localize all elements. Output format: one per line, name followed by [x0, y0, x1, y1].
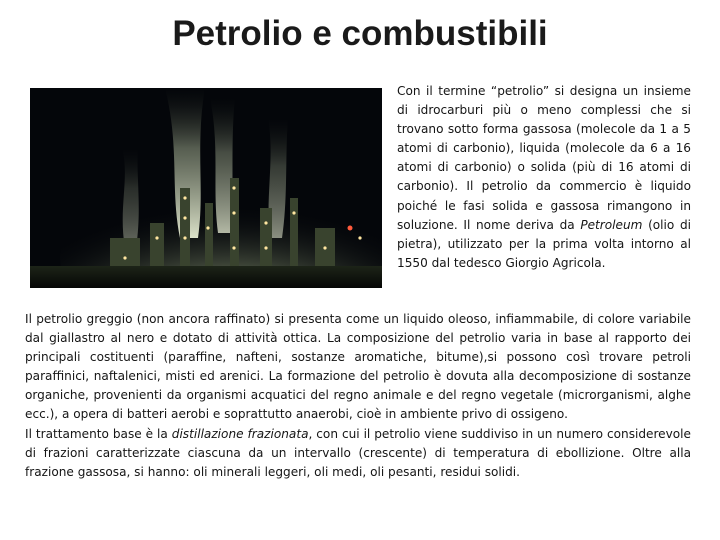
- intro-italic-term: Petroleum: [580, 217, 643, 232]
- refinery-photo: [30, 88, 382, 288]
- intro-text-1: Con il termine “petrolio” si designa un insieme di idrocarburi più o meno complessi che si trovano sotto forma gassosa (molecole da 1 a 5 atomi di carbonio), liquida (molecole da 6 a 16 atomi di carbonio) o solida (più di 16 atomi di carbonio). Il petrolio da commercio è liquido poiché le fasi solida e gassosa rimangono in soluzione. Il nome deriva da: [397, 84, 691, 232]
- refinery-night-icon: [30, 88, 382, 288]
- body-p2-italic-term: distillazione frazionata: [171, 426, 309, 441]
- intro-text-2: (olio di pietra), utilizzato per la prima volta intorno al 1550 dal tedesco Giorgio Agricola.: [397, 217, 691, 270]
- body-p2-text-1: Il trattamento base è la: [25, 426, 172, 441]
- intro-paragraph: [397, 82, 691, 273]
- body-paragraph-1: Il petrolio greggio (non ancora raffinato) si presenta come un liquido oleoso, infiammabile, di colore variabile dal giallastro al nero e dotato di attività ottica. La composizione del petrolio varia in base al rapporto dei principali costituenti (paraffine, nafteni, sostanze aromatiche, bitume),si possono così trovare petroli paraffinici, naftalenici, misti ed arenici. La formazione del petrolio è dovuta alla decomposizione di sostanze organiche, provenienti da organismi acquatici del regno animale e del regno vegetale (microrganismi, alghe ecc.), a opera di batteri aerobi e soprattutto anaerobi, cioè in ambiente privo di ossigeno.: [25, 312, 691, 422]
- body-text: [25, 310, 691, 482]
- body-p2-text-2: , con cui il petrolio viene suddiviso in un numero considerevole di frazioni caratterizzate ciascuna da un intervallo (crescente) di temperatura di ebollizione. Oltre alla frazione gassosa, si hanno: oli minerali leggeri, oli medi, oli pesanti, residui solidi.: [25, 426, 691, 479]
- page-title: Petrolio e combustibili: [172, 14, 548, 53]
- body-paragraph-2: [25, 425, 691, 482]
